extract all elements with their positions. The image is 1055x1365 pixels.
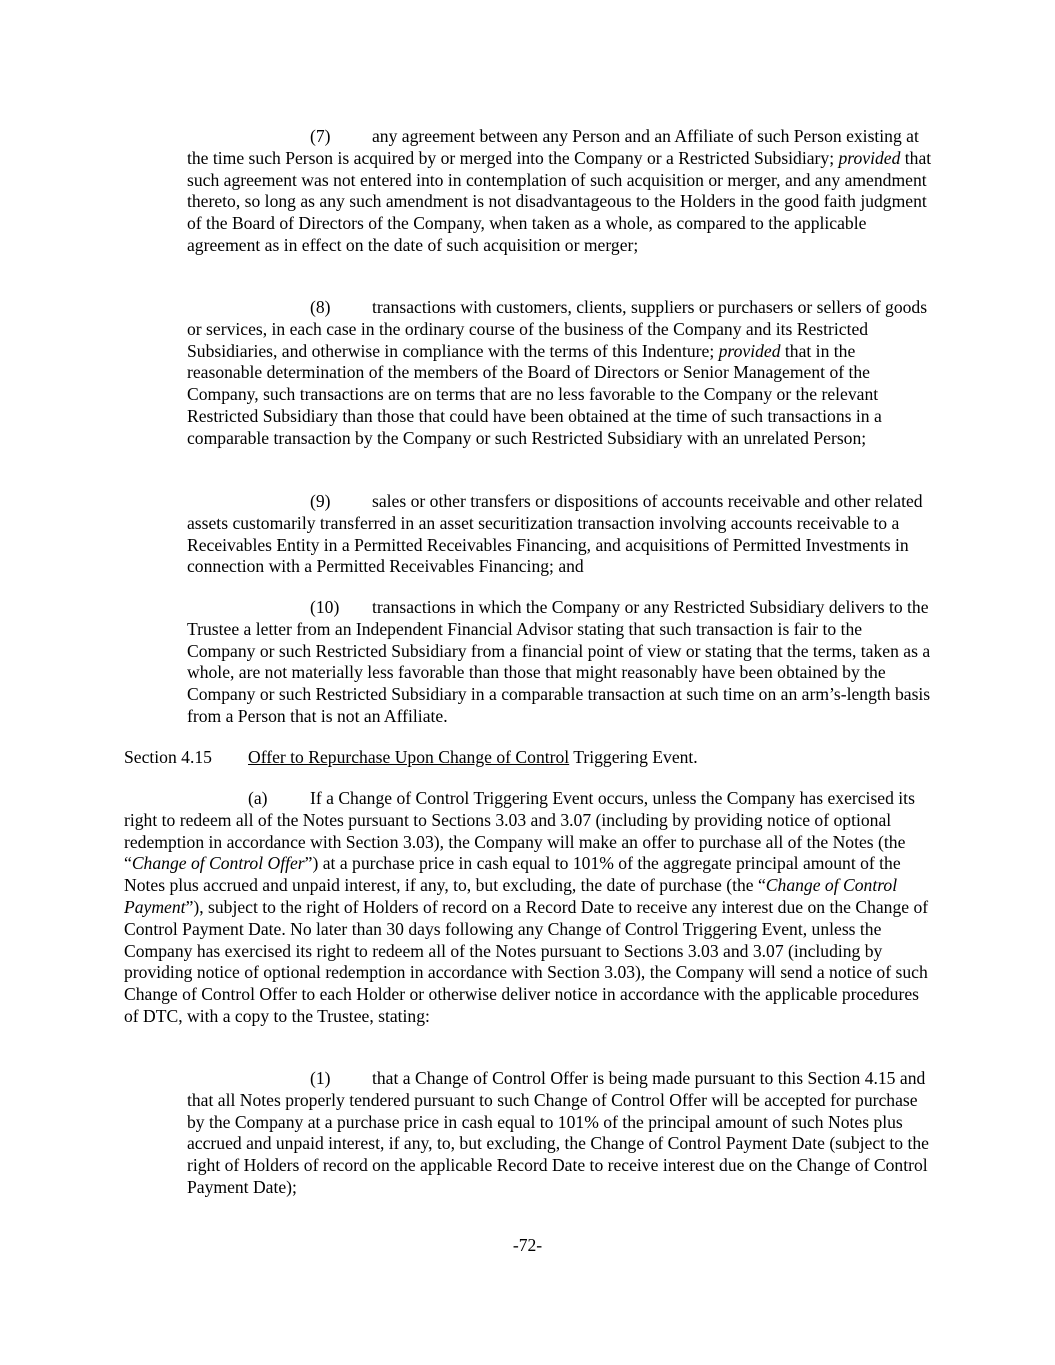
defined-term: Change of Control Offer — [131, 853, 305, 874]
clause-number: (7) — [310, 126, 331, 146]
clause-number: (9) — [310, 491, 331, 511]
text-run: that in the reasonable determination of the members of the Board of Directors or Senior Management of the Company, such transactions are on terms that are no less favorable to the Company or the relevant Restricted Subsidiary than those that could have been obtained at the time of such transactions in a comparable transaction by the Company or such Restricted Subsidiary with an unrelated Person; — [187, 340, 882, 448]
text-run: that a Change of Control Offer is being made pursuant to this Section 4.15 and that all Notes properly tendered pursuant to such Change of Control Offer will be accepted for purchase by the Company at a purchase price in cash equal to 101% of the principal amount of such Notes plus accrued and unpaid interest, if any, to, but excluding, the Change of Control Payment Date (subject to the right of Holders of record on the applicable Record Date to receive interest due on the Change of Control Payment Date); — [187, 1068, 929, 1197]
section-heading — [124, 747, 698, 769]
clause-text — [124, 788, 928, 1026]
text-run: sales or other transfers or dispositions of accounts receivable and other related assets customarily transferred in an asset securitization transaction involving accounts receivable to a Receivables Entity in a Permitted Receivables Financing, and acquisitions of Permitted Investments in connection with a Permitted Receivables Financing; and — [187, 491, 923, 577]
page-number: -72- — [512, 1235, 543, 1255]
text-run: any agreement between any Person and an Affiliate of such Person existing at the time such Person is acquired by or merged into the Company or a Restricted Subsidiary; — [187, 126, 919, 168]
defined-term: Change of Control Payment — [124, 875, 898, 917]
clause-item-8 — [187, 297, 932, 450]
clause-number: (8) — [310, 297, 331, 317]
text-run: ”), subject to the right of Holders of record on a Record Date to receive any interest due on the Change of Control Payment Date. No later than 30 days following any Change of Control Triggering Event, unless the Company has exercised its right to redeem all of the Notes pursuant to Sections 3.03 and 3.07 (including by providing notice of optional redemption in accordance with Section 3.03), the Company will send a notice of such Change of Control Offer to each Holder or otherwise deliver notice in accordance with the applicable procedures of DTC, with a copy to the Trustee, stating: — [124, 896, 929, 1026]
clause-item-9 — [187, 491, 932, 578]
section-title-underlined: Offer to Repurchase Upon Change of Control — [248, 747, 570, 767]
text-run: transactions in which the Company or any Restricted Subsidiary delivers to the Trustee a letter from an Independent Financial Advisor stating that such transaction is fair to the Company or such Restricted Subsidiary from a financial point of view or stating that the terms, taken as a whole, are not materially less favorable than those that might reasonably have been obtained by the Company or such Restricted Subsidiary in a comparable transaction at such time on an arm’s-length basis from a Person that is not an Affiliate. — [187, 597, 931, 726]
clause-number: (1) — [310, 1068, 331, 1088]
defined-term: provided — [718, 340, 781, 361]
sub-item-1 — [187, 1068, 932, 1199]
clause-item-10 — [187, 597, 932, 728]
clause-number: (a) — [248, 788, 268, 808]
text-run: transactions with customers, clients, suppliers or purchasers or sellers of goods or services, in each case in the ordinary course of the business of the Company and its Restricted Subsidiaries, and otherwise in compliance with the terms of this Indenture; — [187, 297, 928, 361]
clause-a — [124, 788, 932, 1028]
defined-term: provided — [838, 147, 901, 168]
clause-text — [187, 297, 927, 448]
clause-item-7 — [187, 126, 932, 257]
section-number: Section 4.15 — [124, 747, 212, 767]
text-run: ”) at a purchase price in cash equal to 101% of the aggregate principal amount of the Notes plus accrued and unpaid interest, if any, to, but excluding, the date of purchase (the “ — [124, 853, 901, 896]
section-title-rest: Triggering Event. — [569, 747, 698, 767]
text-run: If a Change of Control Triggering Event occurs, unless the Company has exercised its right to redeem all of the Notes pursuant to Sections 3.03 and 3.07 (including by providing notice of optional redemption in accordance with Section 3.03), the Company will make an offer to purchase all of the Notes (the “ — [124, 788, 915, 874]
clause-number: (10) — [310, 597, 340, 617]
text-run: that such agreement was not entered into in contemplation of such acquisition or merger, and any amendment thereto, so long as any such amendment is not disadvantageous to the Holders in the good faith judgment of the Board of Directors of the Company, when taken as a whole, as compared to the applicable agreement as in effect on the date of such acquisition or merger; — [187, 147, 932, 255]
